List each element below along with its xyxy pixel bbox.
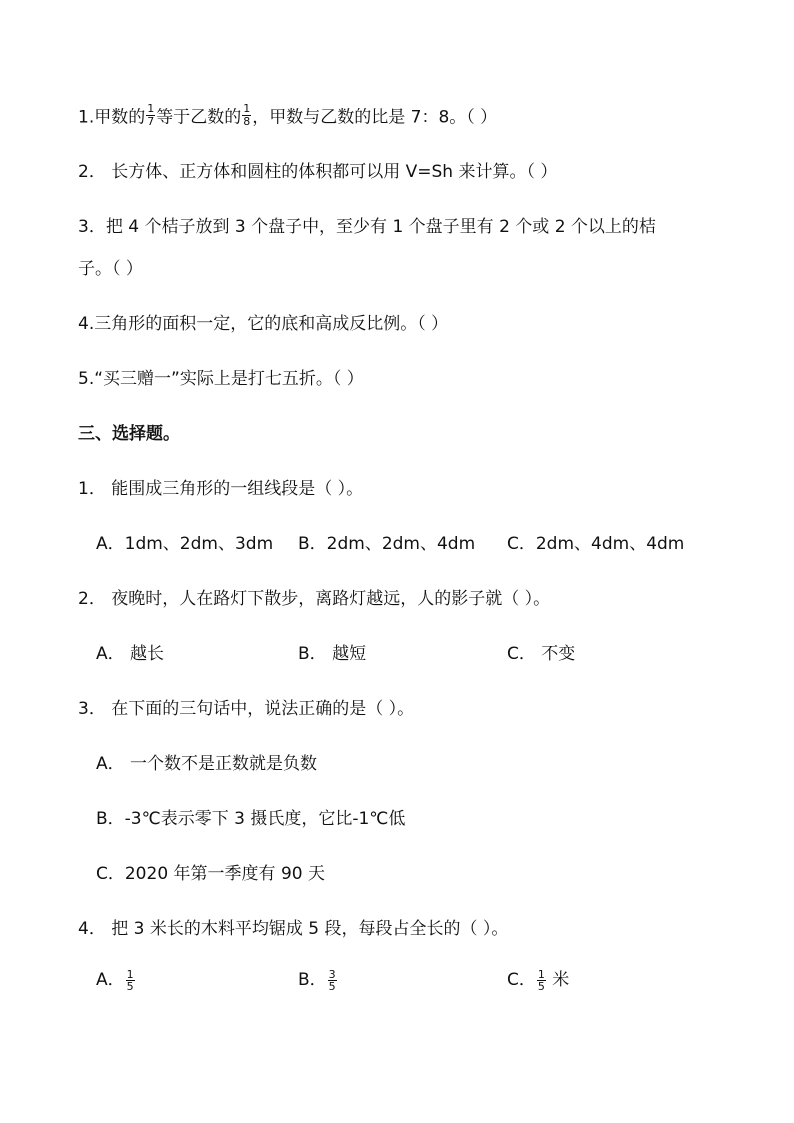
choice-q2-stem: 2． 夜晚时，人在路灯下散步，离路灯越远，人的影子就（ ）。 [78, 589, 551, 609]
section-heading: 三、选择题。 [78, 424, 180, 444]
choice-q4-option-a [96, 968, 136, 992]
fraction-numerator: 1 [147, 102, 155, 115]
choice-q4-option-b [298, 968, 338, 992]
judge-q1-number: 1. [78, 107, 95, 128]
choice-q2-option-b: B． 越短 [298, 644, 367, 664]
judge-q1-text-mid: 等于乙数的 [156, 107, 242, 128]
choice-q3-option-b: B．-3℃表示零下 3 摄氏度，它比-1℃低 [96, 809, 406, 829]
choice-q1-stem: 1． 能围成三角形的一组线段是（ ）。 [78, 479, 364, 499]
unit-meter: 米 [552, 970, 570, 990]
judge-q1-text-pre: 甲数的 [94, 107, 146, 128]
choice-q4-stem: 4． 把 3 米长的木料平均锯成 5 段，每段占全长的（ ）。 [78, 919, 509, 939]
option-label: B． [298, 970, 327, 990]
judge-q3-line2: 子。（ ） [78, 259, 143, 279]
fraction-1-8 [242, 103, 251, 128]
fraction-denominator: 5 [537, 979, 545, 993]
judge-q5: 5.“买三赠一”实际上是打七五折。（ ） [78, 369, 364, 389]
choice-q3-option-a: A． 一个数不是正数就是负数 [96, 754, 318, 774]
fraction-denominator: 8 [243, 115, 251, 128]
option-label: C． [507, 970, 536, 990]
fraction-numerator: 1 [126, 967, 134, 981]
fraction-1-7 [146, 103, 155, 128]
judge-q1-text-post: ，甲数与乙数的比是 7：8。（ ） [252, 107, 498, 128]
judge-q3-line1: 3．把 4 个桔子放到 3 个盘子中，至少有 1 个盘子里有 2 个或 2 个以上的桔 [78, 217, 656, 237]
choice-q2-option-c: C． 不变 [507, 644, 576, 664]
fraction-numerator: 1 [537, 967, 545, 981]
choice-q1-option-c: C．2dm、4dm、4dm [507, 534, 685, 554]
fraction-denominator: 7 [147, 115, 155, 128]
fraction-3-5 [328, 969, 337, 992]
choice-q1-option-a: A．1dm、2dm、3dm [96, 534, 274, 554]
choice-q3-option-c: C．2020 年第一季度有 90 天 [96, 864, 325, 884]
fraction-numerator: 3 [328, 967, 336, 981]
choice-q2-option-a: A． 越长 [96, 644, 165, 664]
fraction-denominator: 5 [328, 979, 336, 993]
fraction-1-5 [537, 969, 546, 992]
fraction-denominator: 5 [126, 979, 134, 993]
option-label: A． [96, 970, 125, 990]
judge-q1 [78, 102, 498, 130]
judge-q4: 4.三角形的面积一定，它的底和高成反比例。（ ） [78, 314, 449, 334]
fraction-numerator: 1 [243, 102, 251, 115]
choice-q4-option-c [507, 968, 569, 992]
choice-q1-option-b: B．2dm、2dm、4dm [298, 534, 476, 554]
judge-q2: 2． 长方体、正方体和圆柱的体积都可以用 V=Sh 来计算。（ ） [78, 162, 558, 182]
choice-q3-stem: 3． 在下面的三句话中，说法正确的是（ ）。 [78, 699, 415, 719]
fraction-1-5 [126, 969, 135, 992]
